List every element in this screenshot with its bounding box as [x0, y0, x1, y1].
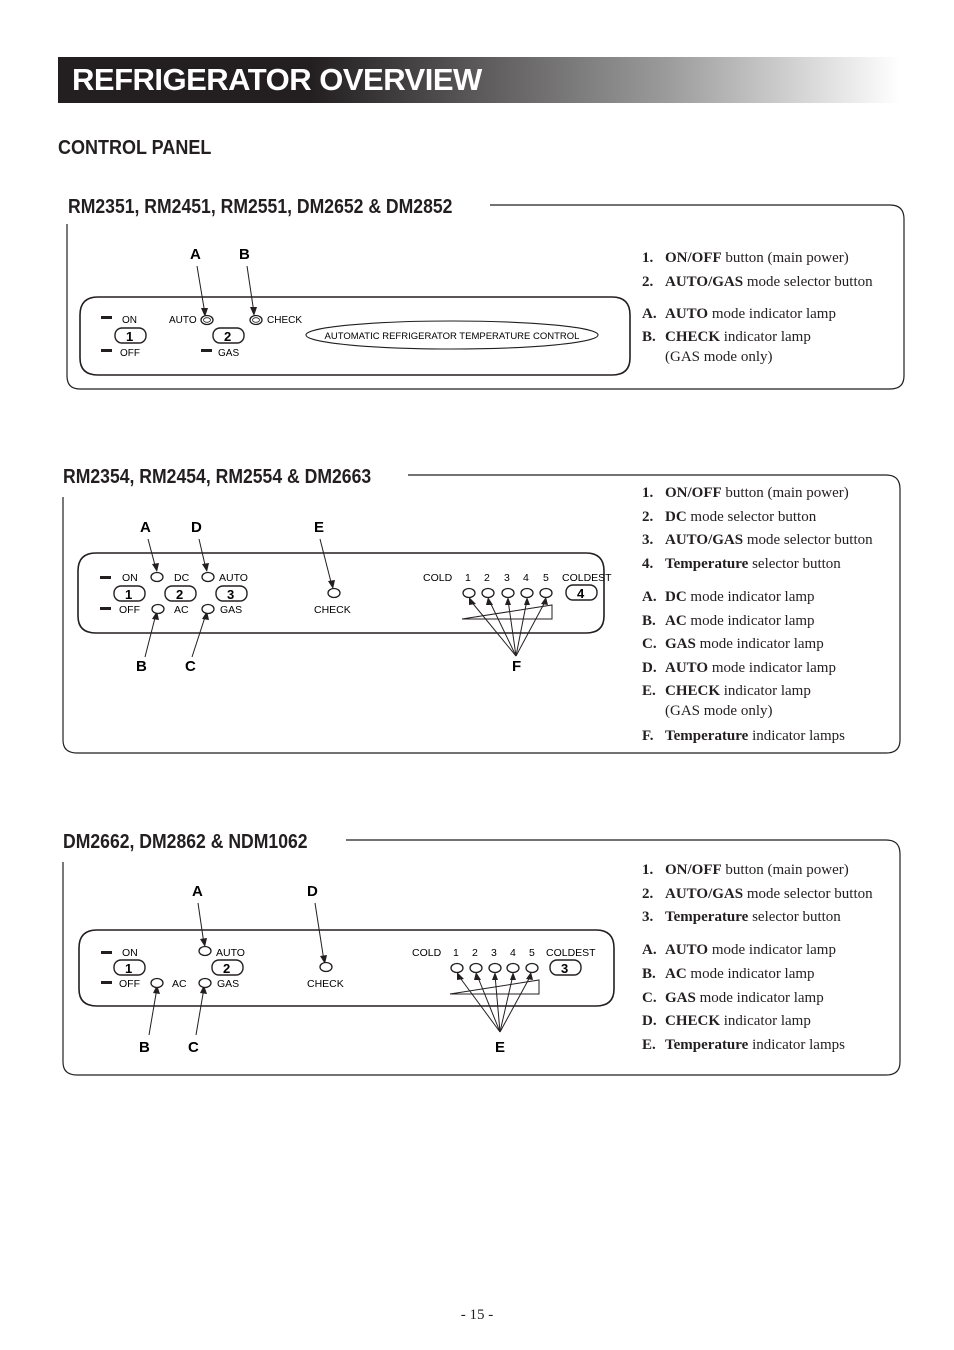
legend-item: 3. AUTO/GAS mode selector button	[642, 532, 873, 549]
legend-item: 1. ON/OFF button (main power)	[642, 250, 849, 266]
legend-item: 4. Temperature selector button	[642, 556, 841, 573]
button-3-label: 3	[227, 587, 235, 602]
label-auto: AUTO	[169, 315, 197, 326]
panel-3-title: DM2662, DM2862 & NDM1062	[63, 831, 308, 853]
label-dc: DC	[174, 572, 190, 584]
label-check: CHECK	[267, 315, 303, 326]
label-cold: COLD	[423, 572, 453, 584]
temp-scale-5: 5	[543, 572, 549, 584]
label-coldest: COLDEST	[546, 947, 596, 959]
label-on: ON	[122, 572, 138, 584]
legend-item: F. Temperature indicator lamps	[642, 727, 845, 744]
temp-scale-1: 1	[453, 947, 459, 959]
display-label: AUTOMATIC REFRIGERATOR TEMPERATURE CONTROL	[324, 331, 580, 342]
legend-item-note: (GAS mode only)	[665, 702, 773, 719]
callout-a: A	[192, 883, 203, 900]
legend-item: D. AUTO mode indicator lamp	[642, 659, 836, 676]
temp-lamp-1	[451, 964, 463, 973]
label-auto: AUTO	[216, 947, 245, 959]
legend-item: 3. Temperature selector button	[642, 909, 841, 926]
temp-lamp-2	[470, 964, 482, 973]
button-4-label: 4	[577, 586, 585, 601]
legend-item: 1. ON/OFF button (main power)	[642, 485, 849, 501]
button-1-label: 1	[125, 587, 133, 602]
callout-b: B	[139, 1039, 150, 1056]
panel-2-title: RM2354, RM2454, RM2554 & DM2663	[63, 466, 372, 488]
temp-scale-4: 4	[510, 947, 516, 959]
legend-item: C. GAS mode indicator lamp	[642, 636, 824, 653]
legend-item: B. AC mode indicator lamp	[642, 612, 815, 629]
legend-item: E. Temperature indicator lamps	[642, 1036, 845, 1053]
ac-indicator-lamp	[151, 979, 163, 988]
legend-item: A. AUTO mode indicator lamp	[642, 306, 836, 323]
callout-d: D	[191, 519, 202, 536]
section-title: CONTROL PANEL	[58, 137, 212, 159]
callout-e: E	[495, 1039, 506, 1056]
temp-lamp-5	[526, 964, 538, 973]
legend-item: D. CHECK indicator lamp	[642, 1013, 811, 1030]
temp-scale-3: 3	[504, 572, 510, 584]
label-gas: GAS	[218, 348, 240, 359]
temp-scale-2: 2	[484, 572, 490, 584]
callout-b: B	[239, 246, 250, 263]
label-off: OFF	[119, 604, 140, 616]
temp-lamp-4	[507, 964, 519, 973]
callout-e: E	[314, 519, 325, 536]
button-2-label: 2	[176, 587, 184, 602]
gas-indicator-lamp	[199, 979, 211, 988]
panel-3-legend	[642, 859, 873, 1058]
callout-c: C	[185, 658, 196, 675]
legend-item: A. AUTO mode indicator lamp	[642, 942, 836, 959]
label-cold: COLD	[412, 947, 442, 959]
label-check: CHECK	[314, 604, 351, 616]
legend-item: A. DC mode indicator lamp	[642, 588, 815, 605]
legend-item: 2. AUTO/GAS mode selector button	[642, 885, 873, 902]
label-gas: GAS	[220, 604, 243, 616]
legend-item: E. CHECK indicator lamp	[642, 682, 811, 699]
label-check: CHECK	[307, 978, 344, 990]
legend-item-note: (GAS mode only)	[665, 349, 773, 366]
callout-a: A	[140, 519, 151, 536]
temp-scale-3: 3	[491, 947, 497, 959]
label-on: ON	[122, 315, 137, 326]
temp-scale-1: 1	[465, 572, 471, 584]
auto-indicator-lamp	[199, 947, 211, 956]
label-gas: GAS	[217, 978, 240, 990]
page-number: - 15 -	[460, 1307, 494, 1323]
legend-item: 2. DC mode selector button	[642, 508, 817, 525]
button-2-label: 2	[223, 961, 231, 976]
check-indicator-lamp	[320, 963, 332, 972]
panel-1-title: RM2351, RM2451, RM2551, DM2652 & DM2852	[68, 196, 453, 218]
label-on: ON	[122, 947, 138, 959]
temp-scale-5: 5	[529, 947, 535, 959]
callout-b: B	[136, 658, 147, 675]
button-3-label: 3	[561, 961, 569, 976]
callout-c: C	[188, 1039, 199, 1056]
label-ac: AC	[174, 604, 189, 616]
label-auto: AUTO	[219, 572, 248, 584]
temp-scale-2: 2	[472, 947, 478, 959]
label-off: OFF	[120, 348, 140, 359]
callout-a: A	[190, 246, 201, 263]
legend-item: B. CHECK indicator lamp	[642, 329, 811, 346]
temp-lamp-3	[489, 964, 501, 973]
legend-item: B. AC mode indicator lamp	[642, 965, 815, 982]
callout-f: F	[512, 658, 522, 675]
label-off: OFF	[119, 978, 140, 990]
button-1-label: 1	[125, 961, 133, 976]
page-title: REFRIGERATOR OVERVIEW	[72, 62, 482, 97]
label-ac: AC	[172, 978, 187, 990]
legend-item: C. GAS mode indicator lamp	[642, 989, 824, 1006]
legend-item: 2. AUTO/GAS mode selector button	[642, 273, 873, 290]
button-2-label: 2	[224, 329, 232, 344]
label-coldest: COLDEST	[562, 572, 612, 584]
button-1-label: 1	[126, 329, 134, 344]
legend-item: 1. ON/OFF button (main power)	[642, 862, 849, 878]
callout-d: D	[307, 883, 318, 900]
temp-scale-4: 4	[523, 572, 529, 584]
